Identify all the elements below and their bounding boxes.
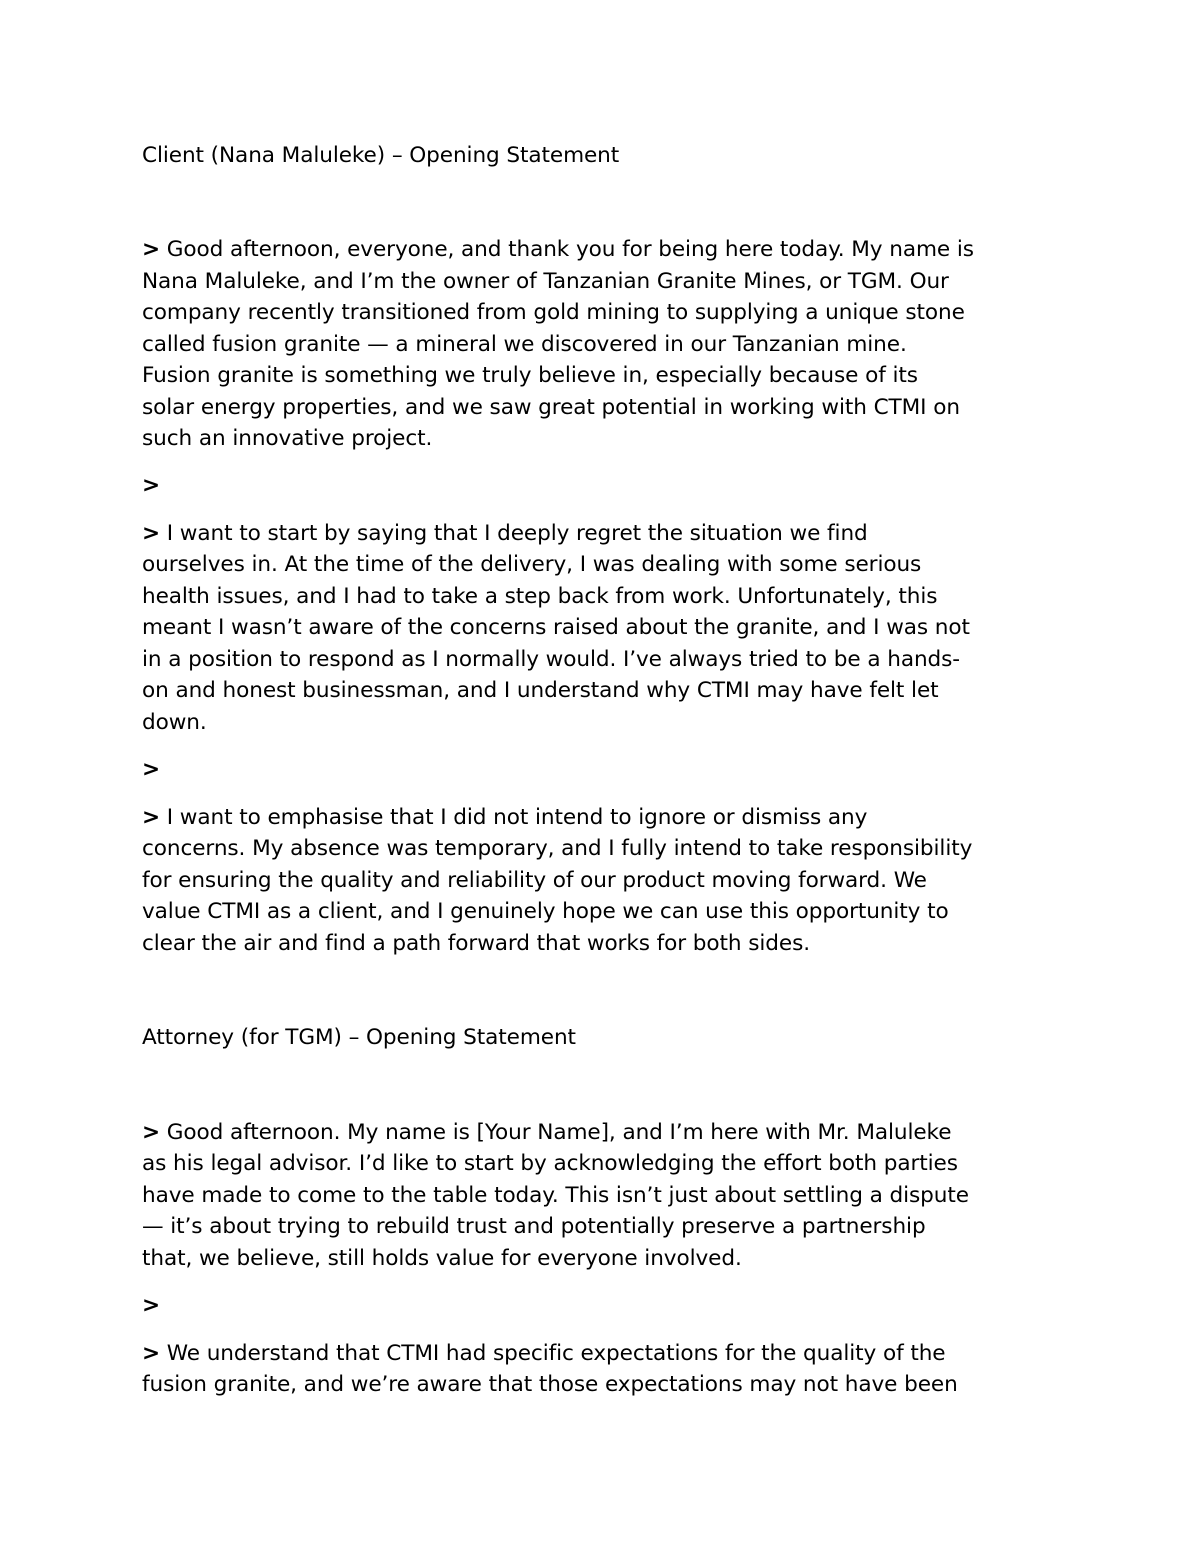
- paragraph-line: > I want to start by saying that I deeply regret the situation we find: [142, 521, 868, 546]
- paragraph-line: on and honest businessman, and I understand why CTMI may have felt let: [142, 678, 939, 703]
- paragraph-line: called fusion granite — a mineral we discovered in our Tanzanian mine.: [142, 332, 907, 357]
- paragraph-line: — it’s about trying to rebuild trust and potentially preserve a partnership: [142, 1214, 926, 1239]
- paragraph-line: as his legal advisor. I’d like to start by acknowledging the effort both parties: [142, 1151, 958, 1176]
- quote-marker: >: [142, 473, 160, 498]
- quote-marker: >: [142, 1341, 160, 1366]
- section-heading-attorney: Attorney (for TGM) – Opening Statement: [142, 1025, 576, 1050]
- paragraph-line: health issues, and I had to take a step back from work. Unfortunately, this: [142, 584, 938, 609]
- section-heading-client: Client (Nana Maluleke) – Opening Statement: [142, 143, 620, 168]
- paragraph-line: down.: [142, 710, 207, 735]
- quote-marker: >: [142, 757, 160, 782]
- paragraph-line: company recently transitioned from gold mining to supplying a unique stone: [142, 300, 965, 325]
- paragraph-line: have made to come to the table today. This isn’t just about settling a dispute: [142, 1183, 969, 1208]
- paragraph-line: for ensuring the quality and reliability of our product moving forward. We: [142, 868, 927, 893]
- paragraph-line: concerns. My absence was temporary, and I fully intend to take responsibility: [142, 836, 973, 861]
- paragraph-line: such an innovative project.: [142, 426, 433, 451]
- paragraph-line: > We understand that CTMI had specific expectations for the quality of the: [142, 1341, 946, 1366]
- paragraph-line: Fusion granite is something we truly believe in, especially because of its: [142, 363, 918, 388]
- paragraph-line: in a position to respond as I normally would. I’ve always tried to be a hands-: [142, 647, 961, 672]
- quote-marker: >: [142, 1120, 160, 1145]
- paragraph-line: value CTMI as a client, and I genuinely hope we can use this opportunity to: [142, 899, 949, 924]
- quote-marker: >: [142, 521, 160, 546]
- paragraph-line: Nana Maluleke, and I’m the owner of Tanzanian Granite Mines, or TGM. Our: [142, 269, 949, 294]
- paragraph-line: > I want to emphasise that I did not intend to ignore or dismiss any: [142, 805, 868, 830]
- paragraph-line: fusion granite, and we’re aware that those expectations may not have been: [142, 1372, 958, 1397]
- paragraph-line: ourselves in. At the time of the delivery, I was dealing with some serious: [142, 552, 922, 577]
- paragraph-line: > Good afternoon. My name is [Your Name], and I’m here with Mr. Maluleke: [142, 1120, 952, 1145]
- quote-marker: >: [142, 1293, 160, 1318]
- paragraph-line: solar energy properties, and we saw great potential in working with CTMI on: [142, 395, 960, 420]
- paragraph-line: meant I wasn’t aware of the concerns raised about the granite, and I was not: [142, 615, 970, 640]
- paragraph-line: > Good afternoon, everyone, and thank you for being here today. My name is: [142, 237, 974, 262]
- quote-marker: >: [142, 805, 160, 830]
- paragraph-line: that, we believe, still holds value for everyone involved.: [142, 1246, 742, 1271]
- paragraph-line: clear the air and find a path forward that works for both sides.: [142, 931, 810, 956]
- quote-marker: >: [142, 237, 160, 262]
